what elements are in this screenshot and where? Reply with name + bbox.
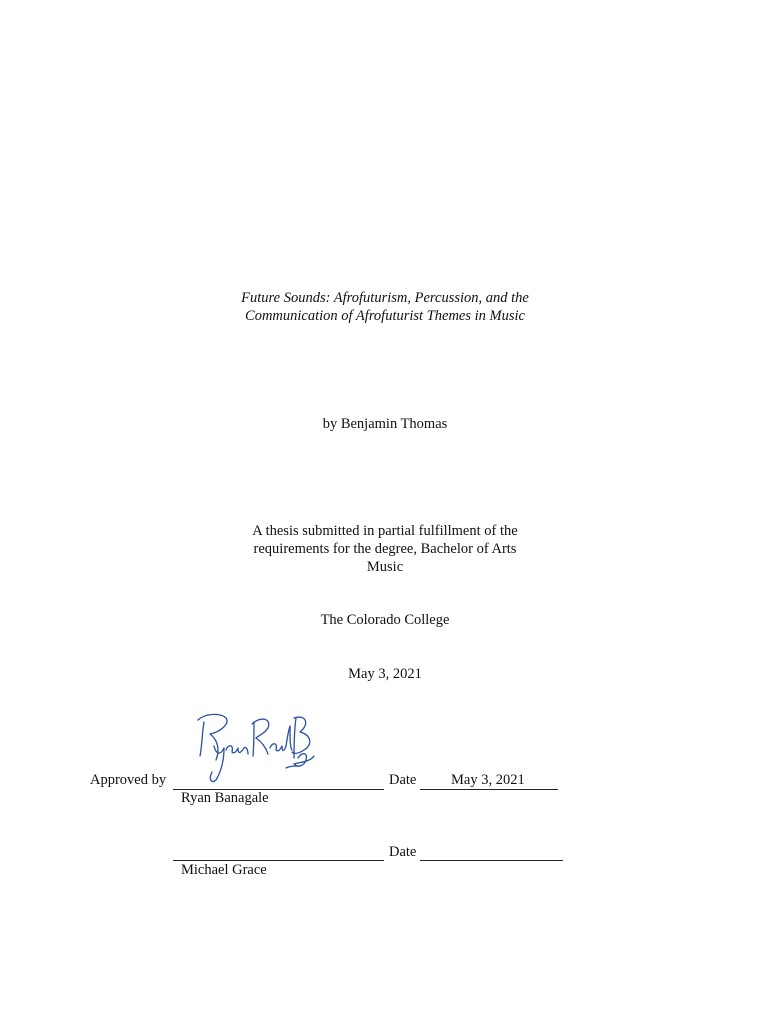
thesis-statement-line-2: requirements for the degree, Bachelor of Arts <box>253 541 517 557</box>
institution-name: The Colorado College <box>320 612 450 628</box>
thesis-title-line-2: Communication of Afrofuturist Themes in Music <box>245 308 525 324</box>
approved-by-label: Approved by <box>90 772 167 788</box>
thesis-statement-line-1: A thesis submitted in partial fulfillment of the <box>252 523 518 539</box>
approval-row-1 <box>90 771 166 789</box>
date-label-1: Date <box>389 772 417 788</box>
approver-name-2: Michael Grace <box>181 862 267 878</box>
signature-image <box>190 710 315 786</box>
date-line-1 <box>420 789 558 790</box>
thesis-statement <box>0 522 770 576</box>
date-line-2 <box>420 860 563 861</box>
submission-date: May 3, 2021 <box>348 666 422 682</box>
thesis-title <box>0 289 770 325</box>
thesis-statement-line-3: Music <box>366 559 404 575</box>
thesis-title-line-1: Future Sounds: Afrofuturism, Percussion, and the <box>241 290 529 306</box>
date-label-2: Date <box>389 844 417 860</box>
approval-date-1: May 3, 2021 <box>451 772 525 788</box>
author-line: by Benjamin Thomas <box>322 416 448 432</box>
approver-name-1: Ryan Banagale <box>181 790 269 806</box>
